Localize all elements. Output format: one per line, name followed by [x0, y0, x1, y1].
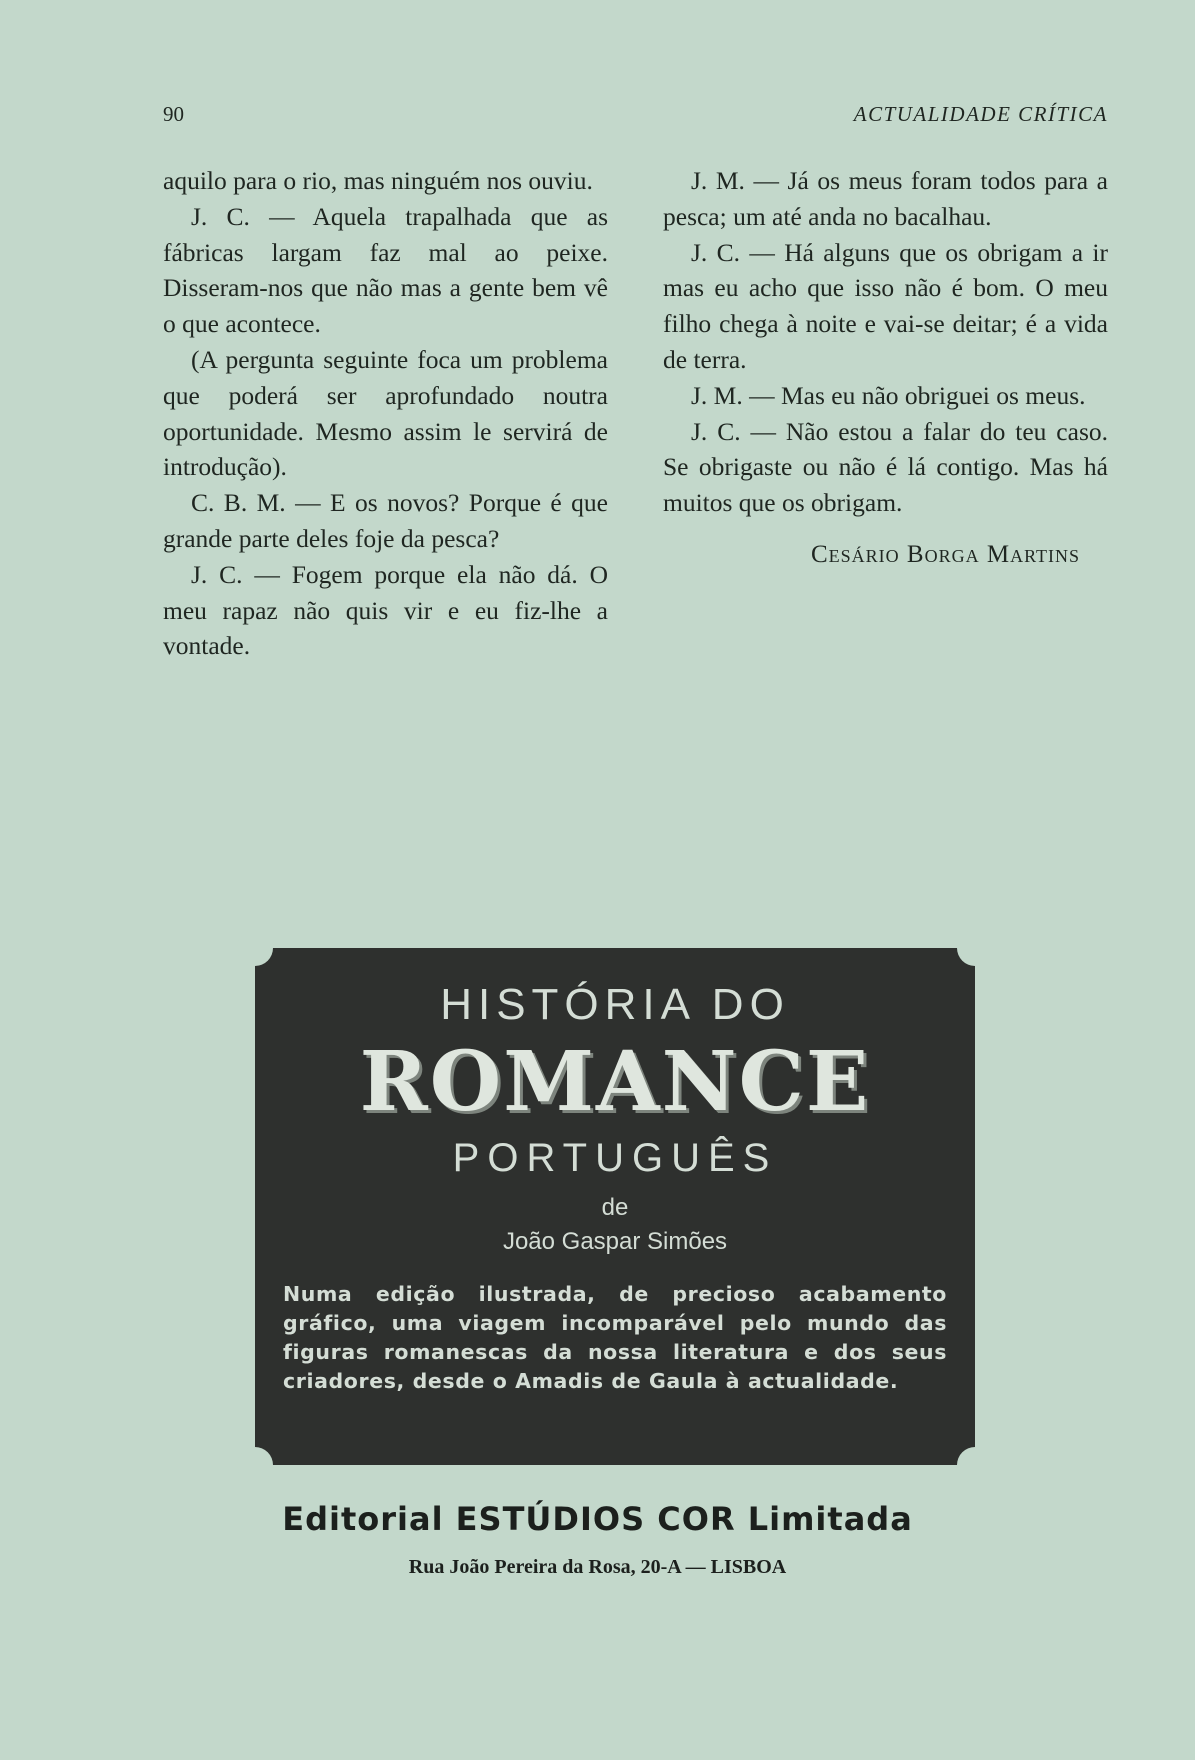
ad-author: João Gaspar Simões	[502, 1228, 728, 1255]
paragraph: J. C. — Não estou a falar do teu caso. Se obrigaste ou não é lá contigo. Mas há muitos que os obrigam.	[663, 416, 1108, 518]
paragraph: aquilo para o rio, mas ninguém nos ouviu.	[163, 166, 593, 195]
paragraph: (A pergunta seguinte foca um problema que poderá ser aprofundado noutra oportunidade. Mesmo assim le servirá de introdução).	[163, 344, 608, 482]
paragraph: J. M. — Mas eu não obriguei os meus.	[691, 380, 1086, 410]
publisher-address: Rua João Pereira da Rosa, 20-A — LISBOA	[408, 1556, 787, 1578]
ad-title-line2: ROMANCE	[359, 1034, 871, 1130]
corner-notch	[957, 1447, 993, 1483]
paragraph: J. M. — Já os meus foram todos para a pesca; um até anda no bacalhau.	[663, 166, 1108, 231]
left-column	[163, 163, 608, 664]
running-title: ACTUALIDADE CRÍTICA	[853, 102, 1108, 126]
corner-notch	[957, 930, 993, 966]
paragraph: J. C. — Há alguns que os obrigam a ir mas eu acho que isso não é bom. O meu filho chega à noite e vai-se deitar; é a vida de terra.	[663, 237, 1108, 374]
ad-by: de	[601, 1194, 629, 1221]
corner-notch	[237, 930, 273, 966]
ad-title-line3: PORTUGUÊS	[452, 1136, 778, 1180]
right-column	[663, 163, 1108, 573]
publisher-name: Editorial ESTÚDIOS COR Limitada	[282, 1500, 913, 1538]
ad-description: Numa edição ilustrada, de precioso acabamento gráfico, uma viagem incomparável pelo mundo das figuras romanescas da nossa literatura e dos seus criadores, desde o Amadis de Gaula à actualidade.	[283, 1282, 947, 1393]
ad-title-line1: HISTÓRIA DO	[440, 980, 790, 1029]
book-advertisement	[255, 948, 975, 1465]
page-number: 90	[163, 102, 184, 126]
author-signature: Cesário Borga Martins	[810, 540, 1080, 568]
page-header	[163, 102, 1108, 132]
paragraph: J. C. — Aquela trapalhada que as fábricas largam faz mal ao peixe. Disseram-nos que não mas a gente bem vê o que acontece.	[163, 201, 608, 339]
paragraph: C. B. M. — E os novos? Porque é que grande parte deles foje da pesca?	[163, 488, 608, 553]
corner-notch	[237, 1447, 273, 1483]
paragraph: J. C. — Fogem porque ela não dá. O meu rapaz não quis vir e eu fiz-lhe a vontade.	[163, 559, 608, 661]
